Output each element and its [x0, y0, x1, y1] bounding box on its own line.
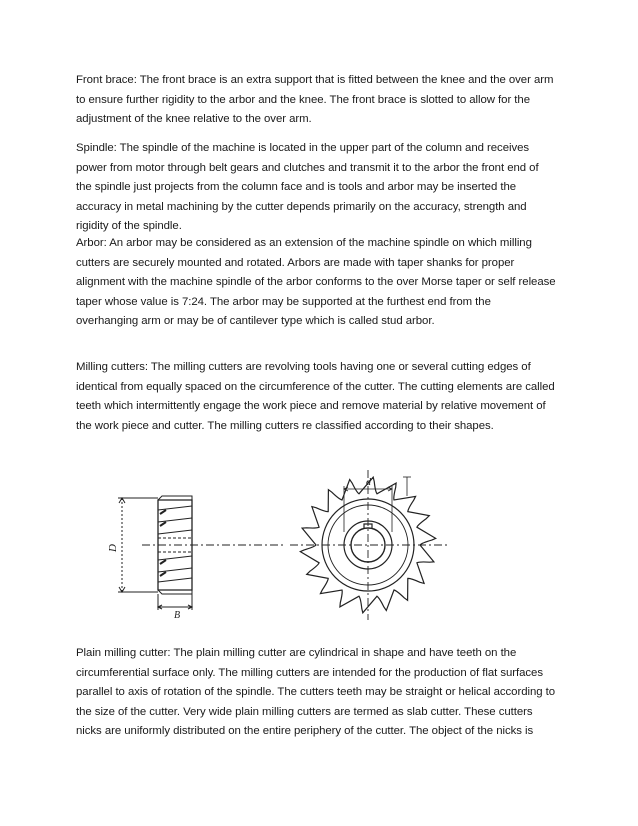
label-d1: d: [366, 477, 371, 488]
side-view: [118, 496, 286, 610]
milling-cutter-drawing: [100, 470, 520, 620]
paragraph-front-brace: Front brace: The front brace is an extra support that is fitted between the knee and the over arm to ensure further rigidity to the arbor and the knee. The front brace is slotted to allow for the adjustment of the knee relative to the over arm.: [76, 74, 554, 126]
label-d: D: [107, 544, 119, 552]
paragraph-milling-cutters: Milling cutters: The milling cutters are revolving tools having one or several cutting edges of identical from equally spaced on the circumference of the cutter. The cutting elements are called teeth which intermittently engage the work piece and remove material by relative movement of the work piece and cutter. The milling cutters re classified according to their shapes.: [76, 361, 555, 432]
paragraph-arbor: Arbor: An arbor may be considered as an extension of the machine spindle on which milling cutters are securely mounted and rotated. Arbors are made with taper shanks for proper alignment with the machine spindle of the arbor conforms to the over Morse taper or self release taper whose value is 7:24. The arbor may be supported at the furthest end from the overhanging arm or may be of cantilever type which is called stud arbor.: [76, 237, 556, 328]
front-view: [290, 470, 450, 620]
cutter-figure-svg: [100, 470, 520, 620]
paragraph-spindle: Spindle: The spindle of the machine is located in the upper part of the column and receives power from motor through belt gears and clutches and transmit it to the arbor the front end of the spindle just projects from the column face and is tools and arbor may be inserted the accuracy in metal machining by the cutter depends primarily on the accuracy, strength and rigidity of the spindle.: [76, 142, 539, 233]
paragraph-plain-milling-cutter: Plain milling cutter: The plain milling cutter are cylindrical in shape and have teeth on the circumferential surface only. The milling cutters are intended for the production of flat surfaces parallel to axis of rotation of the spindle. The cutters teeth may be straight or helical according to the size of the cutter. Very wide plain milling cutters are termed as slab cutter. These cutters nicks are uniformly distributed on the entire periphery of the cutter. The object of the nicks is: [76, 647, 556, 738]
label-b: B: [174, 610, 181, 620]
